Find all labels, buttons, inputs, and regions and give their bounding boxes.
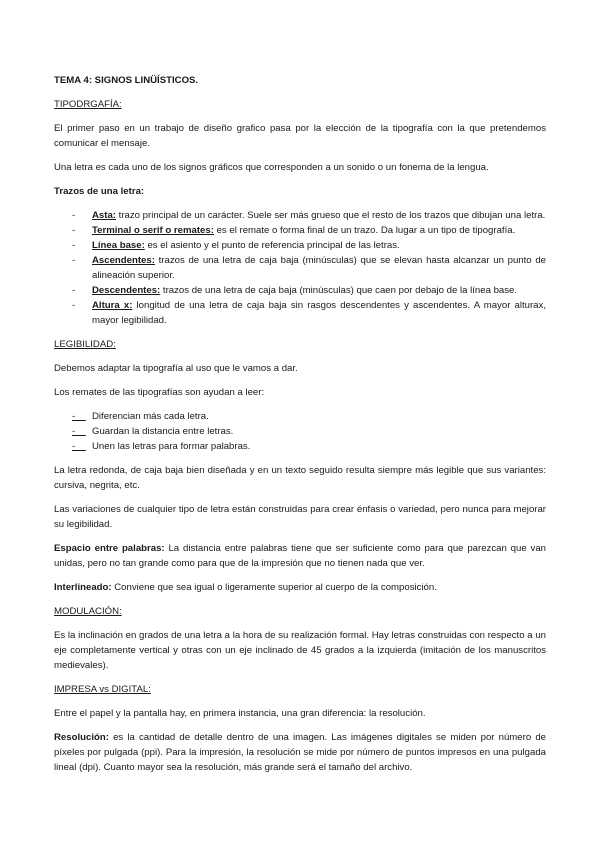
list-item [54,208,546,223]
dash-bullet: - [72,411,86,422]
paragraph-espacio [54,541,546,571]
list-item-text: Unen las letras para formar palabras. [92,441,251,452]
heading-tipografia: TIPODRGAFÍA: [54,99,122,110]
definition: trazo principal de un carácter. Suele ser más grueso que el resto de los trazos que dibujan una letra. [116,210,546,221]
definition: trazos de una letra de caja baja (minúsculas) que caen por debajo de la línea base. [160,285,518,296]
definition: trazos de una letra de caja baja (minúsculas) que se elevan hasta alcanzar un punto de alineación superior. [92,255,546,281]
definition: es el remate o forma final de un trazo. Da lugar a un tipo de tipografía. [213,225,516,236]
dash-bullet: - [72,240,76,251]
definition: es el asiento y el punto de referencia principal de las letras. [144,240,400,251]
lead-label: Resolución: [54,732,109,743]
lead-text: La distancia entre palabras tiene que ser suficiente como para que parezcan que van unidas, pero no tan grande como para que de la impresión que no tienen nada que ver. [54,543,546,569]
dash-bullet: - [72,426,86,437]
heading-legibilidad: LEGIBILIDAD: [54,339,116,350]
term: Ascendentes: [92,255,155,266]
document-page [54,73,546,784]
paragraph: Los remates de las tipografías son ayudan a leer: [54,387,265,398]
paragraph: El primer paso en un trabajo de diseño grafico pasa por la elección de la tipografía con la que pretendemos comunicar el mensaje. [54,123,546,149]
lead-label: Interlineado: [54,582,112,593]
list-item [54,253,546,283]
dash-bullet: - [72,300,76,311]
paragraph: Es la inclinación en grados de una letra a la hora de su realización formal. Hay letras construidas con respecto a un eje completamente vertical y otras con un eje inclinado de 45 grados a la izquierda (imitación de los manuscritos medievales). [54,630,546,671]
paragraph: La letra redonda, de caja baja bien diseñada y en un texto seguido resulta siempre más legible que sus variantes: cursiva, negrita, etc. [54,465,546,491]
lead-text: Conviene que sea igual o ligeramente superior al cuerpo de la composición. [111,582,437,593]
list-item [54,409,546,424]
list-item [54,223,546,238]
list-item-text: Diferencian más cada letra. [92,411,209,422]
lead-text: es la cantidad de detalle dentro de una imagen. Las imágenes digitales se miden por número de píxeles por pulgada (ppi). Para la impresión, la resolución se mide por número de puntos impresos en una pulgada lineal (dpi). Cuanto mayor sea la resolución, más grande será el tamaño del archivo. [54,732,546,773]
heading-modulacion: MODULACIÓN: [54,606,122,617]
subheading-trazos: Trazos de una letra: [54,186,145,197]
paragraph: Entre el papel y la pantalla hay, en primera instancia, una gran diferencia: la resolución. [54,708,426,719]
paragraph-interlineado [54,580,546,595]
dash-bullet: - [72,225,76,236]
list-item [54,283,546,298]
list-item [54,298,546,328]
paragraph: Una letra es cada uno de los signos gráficos que corresponden a un sonido o un fonema de la lengua. [54,162,489,173]
definition: longitud de una letra de caja baja sin rasgos descendentes y ascendentes. A mayor alturax, mayor legibilidad. [92,300,546,326]
paragraph-resolucion [54,730,546,775]
list-item-text: Guardan la distancia entre letras. [92,426,234,437]
term: Terminal o serif o remates: [92,225,214,236]
heading-impresa-digital: IMPRESA vs DIGITAL: [54,684,151,695]
list-item [54,424,546,439]
term: Línea base: [92,240,145,251]
lead-label: Espacio entre palabras: [54,543,165,554]
trazos-list [54,208,546,328]
dash-bullet: - [72,210,76,221]
remates-list [54,409,546,454]
term: Descendentes: [92,285,161,296]
list-item [54,238,546,253]
dash-bullet: - [72,255,76,266]
term: Altura x: [92,300,133,311]
term: Asta: [92,210,116,221]
list-item [54,439,546,454]
dash-bullet: - [72,285,76,296]
paragraph: Debemos adaptar la tipografía al uso que le vamos a dar. [54,363,298,374]
dash-bullet: - [72,441,86,452]
paragraph: Las variaciones de cualquier tipo de letra están construidas para crear énfasis o variedad, pero nunca para mejorar su legibilidad. [54,504,546,530]
document-title: TEMA 4: SIGNOS LINÜÍSTICOS. [54,75,199,86]
